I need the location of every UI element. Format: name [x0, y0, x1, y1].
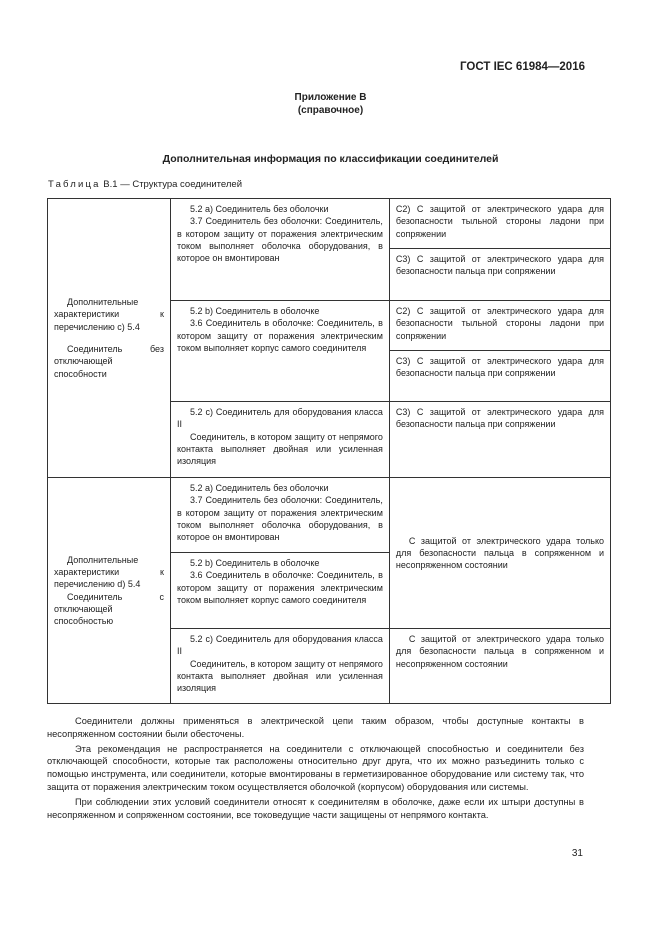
table-caption-title: — Структура соединителей — [120, 179, 243, 190]
row-heading: 5.2 a) Соединитель без оболочки — [189, 204, 329, 214]
table-row — [48, 199, 611, 249]
table-caption-number: В.1 — [103, 179, 118, 190]
group1-row3-description — [170, 402, 389, 478]
table-caption — [48, 179, 242, 190]
table-row — [48, 478, 611, 553]
row-definition: 3.6 Соединитель в оболочке: Соединитель, в котором защиту от поражения электрическим током выполняет корпус самого соединителя — [176, 570, 383, 605]
group2-category-cell — [48, 478, 171, 704]
group1-row1-protection-a: С2) С защитой от электрического удара для безопасности тыльной стороны ладони при сопряжении — [389, 199, 610, 249]
table-caption-prefix: Таблица — [48, 179, 101, 190]
group1-category-text: Дополнительные характеристики к перечислению c) 5.4 — [54, 297, 164, 332]
body-text — [47, 715, 584, 823]
group1-row2-description — [170, 301, 389, 402]
group1-category-cell — [48, 199, 171, 478]
protection-text: С защитой от электрического удара только для безопасности пальца в сопряженном и несопряженном состоянии — [395, 535, 604, 571]
row-definition: 3.7 Соединитель без оболочки: Соединитель, в котором защиту от поражения электрическим током выполняет оболочка оборудования, в которое он вмонтирован — [176, 216, 383, 264]
section-title: Дополнительная информация по классификации соединителей — [162, 153, 499, 165]
appendix-heading — [0, 91, 661, 117]
row-heading: 5.2 c) Соединитель для оборудования класса II — [176, 407, 383, 430]
body-paragraph-2: Эта рекомендация не распространяется на соединители с отключающей способностью и соединители без отключающей способности, которые так расположены относительно друг друга, что их можно разъединить только с помощью инструмента, или соединители, которые вмонтированы в герметизированное оборудование или систему так, что защита от поражения электрическим током осуществляется оболочкой (корпусом) оборудования или системы. — [47, 743, 584, 792]
group1-row3-protection: С3) С защитой от электрического удара для безопасности пальца при сопряжении — [389, 402, 610, 478]
row-heading: 5.2 a) Соединитель без оболочки — [189, 483, 329, 493]
body-paragraph-3: При соблюдении этих условий соединители относят к соединителям в оболочке, даже если их штыри доступны в несопряженном и сопряженном состоянии, все токоведущие части защищены от непрямого контакта. — [47, 796, 584, 820]
body-paragraph-1: Соединители должны применяться в электрической цепи таким образом, чтобы доступные контакты в несопряженном состоянии были обесточены. — [47, 716, 584, 739]
group1-category-type: Соединитель без отключающей способности — [54, 344, 164, 379]
group2-row1-description — [170, 478, 389, 553]
group2-merged-protection — [389, 478, 610, 629]
appendix-title: Приложение В — [294, 92, 367, 103]
row-definition: Соединитель, в котором защиту от непрямого контакта выполняет двойная или усиленная изоляция — [176, 658, 383, 694]
page-number: 31 — [571, 848, 583, 859]
group1-row1-protection-b: С3) С защитой от электрического удара для безопасности пальца при сопряжении — [389, 249, 610, 301]
row-heading: 5.2 c) Соединитель для оборудования класса II — [176, 634, 383, 657]
group2-category-text: Дополнительные характеристики к перечислению d) 5.4 — [54, 554, 164, 590]
group1-row2-protection-a: С2) С защитой от электрического удара для безопасности тыльной стороны ладони при сопряжении — [389, 301, 610, 351]
group2-row2-description — [170, 553, 389, 629]
group1-row2-protection-b: С3) С защитой от электрического удара для безопасности пальца при сопряжении — [389, 351, 610, 402]
row-heading: 5.2 b) Соединитель в оболочке — [189, 558, 320, 568]
row-definition: Соединитель, в котором защиту от непрямого контакта выполняет двойная или усиленная изоляция — [176, 431, 383, 467]
protection-text: С защитой от электрического удара только для безопасности пальца в сопряженном и несопряженном состоянии — [395, 634, 604, 669]
row-heading: 5.2 b) Соединитель в оболочке — [189, 306, 320, 316]
connector-structure-table — [47, 198, 611, 704]
document-header: ГОСТ IEC 61984—2016 — [460, 61, 585, 73]
group2-category-type: Соединитель с отключающей способностью — [54, 591, 164, 627]
group2-row3-description — [170, 629, 389, 704]
appendix-subtitle: (справочное) — [297, 105, 364, 116]
row-definition: 3.6 Соединитель в оболочке: Соединитель, в котором защиту от поражения электрическим током выполняет корпус самого соединителя — [176, 318, 383, 353]
group1-row1-description — [170, 199, 389, 301]
group2-row3-protection — [389, 629, 610, 704]
row-definition: 3.7 Соединитель без оболочки: Соединитель, в котором защиту от поражения электрическим током выполняет оболочка оборудования, в которое он вмонтирован — [176, 495, 383, 543]
